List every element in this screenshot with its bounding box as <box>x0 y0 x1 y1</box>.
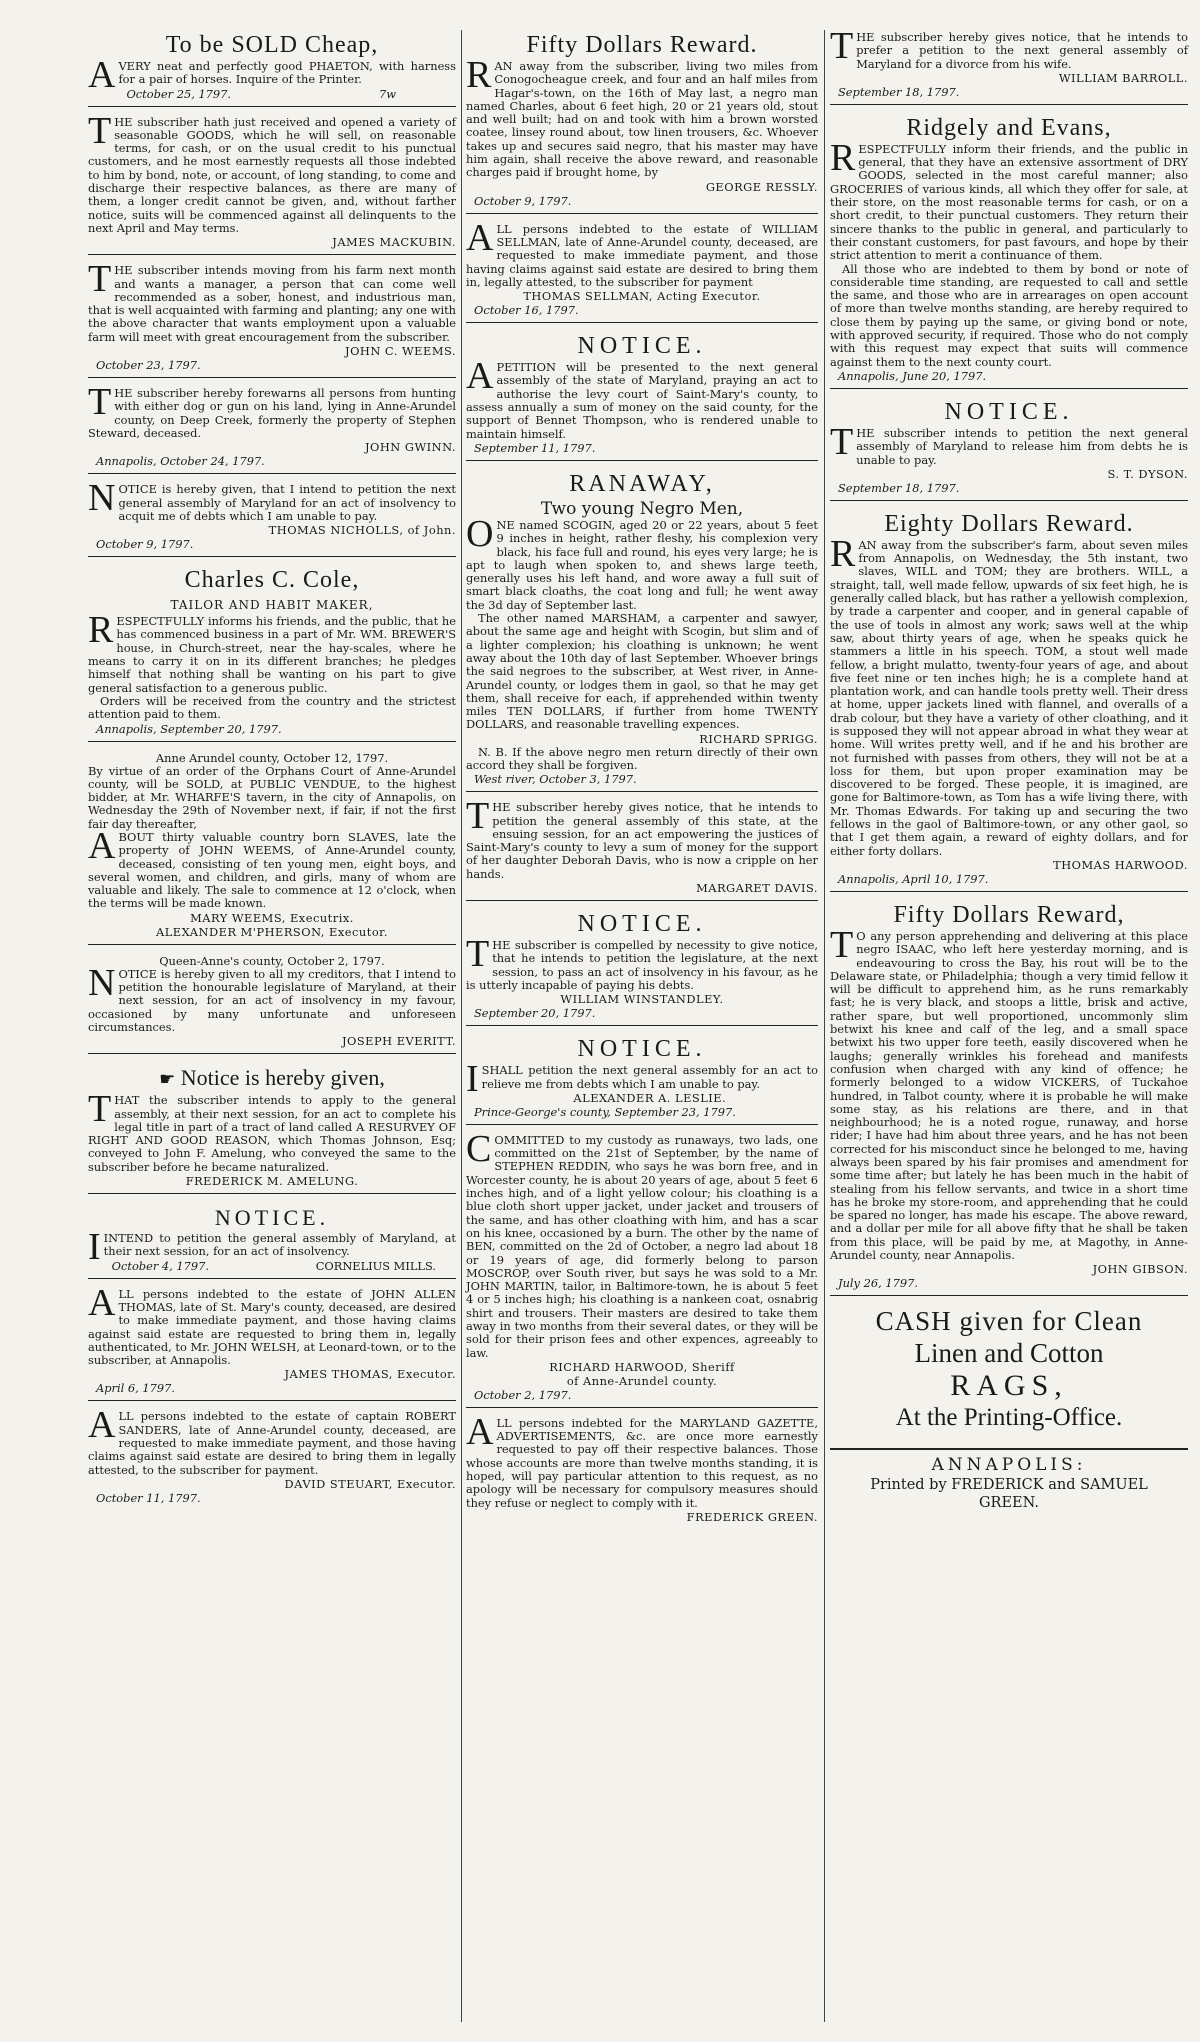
ad-date: Annapolis, June 20, 1797. <box>838 368 987 383</box>
ad-body: ONE named SCOGIN, aged 20 or 22 years, about 5 feet 9 inches in height, rather fleshy, his complexion very black, his face full and round, his eyes very large; he is apt to laugh when spoken to, and shews large teeth, generally uses his left hand, and wore away a full suit of smart black cloaths, the coat long and full; he went away the 3d day of September last. <box>466 512 818 612</box>
ad-cash-rags <box>830 1302 1188 1438</box>
ad-body: THE subscriber hereby forewarns all persons from hunting with either dog or gun on his land, lying in Anne-Arundel county, on Deep Creek, formerly the property of Stephen Steward, deceased. <box>88 381 456 440</box>
ad-date: April 6, 1797. <box>96 1381 175 1396</box>
ad-date: October 4, 1797. <box>111 1258 210 1273</box>
ad-gazette-dues <box>466 1410 818 1529</box>
ad-body: ABOUT thirty valuable country born SLAVES, late the property of JOHN WEEMS, of Anne-Arundel county, deceased, consisting of ten young men, eight boys, and several women, and children, and girls, many of whom are valuable and likely. The sale to commence at 12 o'clock, when the terms will be made known. <box>88 824 456 911</box>
cash-line-2: Linen and Cotton <box>914 1338 1104 1369</box>
ad-sprigg <box>466 467 818 792</box>
ad-date: Annapolis, September 20, 1797. <box>96 721 282 736</box>
ad-signature: GEORGE RESSLY. <box>705 179 818 194</box>
ad-body: THE subscriber is compelled by necessity to give notice, that he intends to petition the legislature, at the next session, to pass an act of insolvency in his favour, as he is utterly incapable of paying his debts. <box>466 933 818 992</box>
ad-body: RESPECTFULLY informs his friends, and the public, that he has commenced business in a part of Mr. WM. BREWER'S house, in Church-street, near the hay-scales, where he means to carry it on in its different branches; he pledges himself that nothing shall be wanting on his part to give general satisfaction to a generous public. <box>88 609 456 695</box>
ad-date: October 9, 1797. <box>474 193 572 208</box>
ad-amelung <box>88 1060 456 1194</box>
ad-body: THAT the subscriber intends to apply to the general assembly, at their next session, for an act to complete his legal title in part of a tract of land called A RESURVEY OF RIGHT AND GOOD REASON, which Thomas Johnson, Esq; conveyed to John F. Amelung, who conveyed the same to the subscriber before he became naturalized. <box>88 1088 456 1174</box>
ad-date: September 20, 1797. <box>474 1006 596 1021</box>
ad-title: NOTICE. <box>577 333 707 360</box>
ad-thompson <box>466 329 818 461</box>
ad-signature: MARY WEEMS, Executrix. <box>190 910 354 925</box>
ad-cole <box>88 563 456 741</box>
ad-sellman <box>466 216 818 323</box>
ad-gibson <box>830 898 1188 1296</box>
column-rule <box>461 30 462 2022</box>
ad-weems <box>88 258 456 378</box>
ad-signature: THOMAS SELLMAN, Acting Executor. <box>523 289 761 304</box>
ad-title: Notice is hereby given, <box>180 1065 385 1091</box>
ad-body: ALL persons indebted to the estate of WILLIAM SELLMAN, late of Anne-Arundel county, deceased, are requested to make immediate payment, and those having claims against said estate are desired to bring them in, legally attested, to the subscriber for payment <box>466 216 818 289</box>
ad-signature: JOHN GIBSON. <box>1092 1262 1188 1277</box>
ad-head: Anne Arundel county, October 12, 1797. <box>155 750 389 765</box>
imprint-city: ANNAPOLIS: <box>830 1448 1188 1476</box>
ad-harwood-reward <box>830 507 1188 892</box>
ad-body: TO any person apprehending and delivering at this place negro ISAAC, who left here yesterday morning, and is endeavouring to cross the Bay, his rout will be to the Delaware state, or Philadelphia; though a very timid fellow it will be difficult to apprehend him, as he runs remarkably fast; he is very black, and stoops a little, brisk and active, rather spare, but well proportioned, uncommonly slim betwixt his knee and calf of the leg, and a small space betwixt his two upper fore teeth, easily discovered when he laughs; generally wrinkles his forehead and manifests confusion when charged with any kind of offence; he formerly belonged to a widow VICKERS, of Tuckahoe hundred, in Talbot county, where it is probable he will make some stay, as his relations are there, and in that neighbourhood; he is a noted rogue, runaway, and horse rider; I have had him about three years, and he has not been corrected for his misconduct since he belonged to me, having always been spared by his fair promises and amendment for some time after; but lately he has been much in the habit of stealing from his fellow servants, and twice in a short time has he broke my store-room, and apprehending that he could be spared no longer, has made his escape. The above reward, and a dollar per mile for all above fifty that he shall be taken from this place, will be paid by me, at Magothy, in Anne-Arundel county, near Annapolis. <box>830 923 1188 1263</box>
ad-title: NOTICE. <box>577 911 707 938</box>
ad-thomas <box>88 1281 456 1402</box>
ad-title: Ridgely and Evans, <box>906 114 1112 141</box>
ad-signature-2: ALEXANDER M'PHERSON, Executor. <box>156 924 388 939</box>
ad-signature: JOHN C. WEEMS. <box>345 344 456 359</box>
ad-leslie <box>466 1032 818 1125</box>
ad-signature: JOHN GWINN. <box>364 440 456 455</box>
column-3 <box>830 25 1188 1512</box>
imprint <box>830 1448 1188 1512</box>
ad-signature: RICHARD HARWOOD, Sheriff <box>549 1359 735 1374</box>
ad-body: THE subscriber hath just received and opened a variety of seasonable GOODS, which he will sell, on reasonable terms, for cash, or on the usual credit to his punctual customers, and he most earnestly requests all those indebted to him by bond, note, or account, of long standing, to come and discharge their respective balances, as there are many of them, a longer credit cannot be given, and, without farther notice, suits will be commenced against all delinquents to the next April and May terms. <box>88 109 456 235</box>
cash-line-3: RAGS, <box>950 1369 1068 1403</box>
ad-body-2: The other named MARSHAM, a carpenter and sawyer, about the same age and height with Scogin, but slim and of a lighter complexion; his cloathing is unknown; he went away about the 10th day of last September. Whoever brings the said negroes to the subscriber, at West river, in Anne-Arundel county, or lodges them in gaol, so that he may get them, shall receive for each, if apprehended within twenty miles TEN DOLLARS, if further from home TWENTY DOLLARS, and reasonable travelling expences. <box>466 611 818 732</box>
ad-date: Annapolis, October 24, 1797. <box>96 454 265 469</box>
ad-everitt <box>88 951 456 1054</box>
ad-body: APETITION will be presented to the next general assembly of the state of Maryland, praying an act to authorise the levy court of Saint-Mary's county, to assess annually a sum of money on the said county, for the support of Bennet Thompson, who is rendered unable to maintain himself. <box>466 355 818 441</box>
ad-date: September 11, 1797. <box>474 440 596 455</box>
ad-date: October 2, 1797. <box>474 1387 572 1402</box>
ad-gwinn <box>88 381 456 474</box>
ad-date: October 9, 1797. <box>96 537 194 552</box>
ad-davis <box>466 795 818 901</box>
ad-title: NOTICE. <box>577 1036 707 1063</box>
ad-subtitle: Two young Negro Men, <box>540 498 744 519</box>
column-1 <box>88 28 456 1516</box>
ad-signature: ALEXANDER A. LESLIE. <box>573 1090 727 1105</box>
ad-title: Fifty Dollars Reward, <box>893 901 1125 928</box>
ad-dyson <box>830 395 1188 501</box>
ad-nicholls <box>88 477 456 557</box>
ad-date: October 16, 1797. <box>474 303 579 318</box>
ad-body: RESPECTFULLY inform their friends, and the public in general, that they have an extensive assortment of DRY GOODS, selected in the most careful manner; also GROCERIES of various kinds, all which they offer for sale, at their store, on the most reasonable terms for cash, or on a short credit, to their punctual customers. They return their sincere thanks to the public in general, and particularly to their constant customers, for past favours, and hope by their strict attention to merit a continuance of them. <box>830 136 1188 263</box>
ad-steuart <box>88 1404 456 1509</box>
ad-body-2: All those who are indebted to them by bond or note of considerable time standing, are requested to call and settle the same, and those who are in arrearages on open account of more than twelve months standing, are hereby required to close them by paying up the same, or giving bond or note, with approved security, if required. Those who do not comply with this request may expect that suits will commence against them to the next county court. <box>830 261 1188 369</box>
ad-intro: By virtue of an order of the Orphans Court of Anne-Arundel county, will be SOLD, at PUBLIC VENDUE, to the highest bidder, at Mr. WHARFE'S tavern, in the city of Annapolis, on Wednesday the 29th of November next, if fair, if not the first fair day thereafter, <box>88 763 456 831</box>
ad-mills <box>88 1200 456 1279</box>
ad-title: NOTICE. <box>944 398 1074 425</box>
ad-ridgely-evans <box>830 111 1188 389</box>
ad-signature: RICHARD SPRIGG. <box>699 731 818 746</box>
ad-body-2: Orders will be received from the country and the strictest attention paid to them. <box>88 693 456 722</box>
ad-signature: THOMAS HARWOOD. <box>1053 857 1188 872</box>
ad-date: September 18, 1797. <box>838 480 960 495</box>
ad-signature: FREDERICK M. AMELUNG. <box>185 1174 359 1189</box>
ad-date: September 18, 1797. <box>838 84 960 99</box>
ad-signature-2: of Anne-Arundel county. <box>566 1373 718 1388</box>
ad-signature: JOSEPH EVERITT. <box>341 1034 456 1049</box>
ad-head: Queen-Anne's county, October 2, 1797. <box>159 953 385 968</box>
ad-body: THE subscriber intends moving from his farm next month and wants a manager, a person that can come well recommended as a sober, honest, and industrious man, that is well acquainted with farming and planting; any one with the above character that wants employment upon a valuable farm will meet with great encouragement from the subscriber. <box>88 258 456 344</box>
cash-line-4: At the Printing-Office. <box>895 1404 1123 1432</box>
ad-body: NOTICE is hereby given, that I intend to petition the next general assembly of Maryland for an act of insolvency to acquit me of debts which I am unable to pay. <box>88 477 456 523</box>
cash-line-1: CASH given for Clean <box>875 1306 1143 1337</box>
ad-body-3: N. B. If the above negro men return directly of their own accord they shall be forgiven. <box>466 744 818 772</box>
column-rule <box>824 30 825 2022</box>
ad-title: Eighty Dollars Reward. <box>884 510 1134 537</box>
ad-date: October 25, 1797. <box>126 86 232 101</box>
ad-signature: S. T. DYSON. <box>1107 466 1188 481</box>
ad-body: RAN away from the subscriber's farm, about seven miles from Annapolis, on Wednesday, the 5th instant, two slaves, WILL and TOM; they are brothers. WILL, a straight, tall, well made fellow, upwards of six feet high, he is generally called black, but has rather a yellowish complexion, by trade a carpenter and cooper, and in general capable of the use of tools in almost any work; saws well at the whip saw, about thirty years of age, when he speaks quick he stammers a little in his speech. TOM, a stout well made fellow, a bright mulatto, twenty-four years of age, and about five feet nine or ten inches high; he is a complete hand at plantation work, and can handle tools pretty well. Their dress at home, upper jackets lined with flannel, and overalls of a drab colour, but they have a variety of other cloathing, and it is supposed they will not appear abroad in what they wear at home. Will writes pretty well, and if he and his brother are not furnished with passes from others, they will not be at a loss for them, but upon proper examination may be discovered to be forged. These people, it is imagined, are gone for Baltimore-town, as Tom has a wife living there, with Mr. Thomas Edwards. For taking up and securing the two fellows in the gaol of Baltimore-town, or any other gaol, so that I get them again, a reward of eighty dollars, and for either forty dollars. <box>830 532 1188 858</box>
ad-harwood-sheriff <box>466 1127 818 1408</box>
ad-ressly <box>466 28 818 214</box>
ad-weems-slaves <box>88 748 456 945</box>
ad-body: ISHALL petition the next general assembly for an act to relieve me from debts which I am unable to pay. <box>466 1058 818 1101</box>
ad-subtitle: TAILOR AND HABIT MAKER, <box>170 598 374 613</box>
ad-body: NOTICE is hereby given to all my creditors, that I intend to petition the honourable legislature of Maryland, at their next session, for an act of insolvency in my favour, occasioned by many unfortunate and unforeseen circumstances. <box>88 961 456 1034</box>
imprint-line: Printed by FREDERICK and SAMUEL <box>870 1477 1148 1494</box>
ad-body: RAN away from the subscriber, living two miles from Conogocheague creek, and four and an half miles from Hagar's-town, on the 16th of May last, a negro man named Charles, about 6 feet high, 20 or 21 years old, stout and well built; had on and took with him a brown worsted coatee, linsey round about, tow linen trousers, &c. Whoever takes up and secures said negro, that his master may have him again, shall receive the above reward, and reasonable charges paid if brought home, by <box>466 54 818 180</box>
ad-body: THE subscriber hereby gives notice, that he intends to prefer a petition to the next general assembly of Maryland for a divorce from his wife. <box>830 25 1188 71</box>
ad-body: THE subscriber hereby gives notice, that he intends to petition the general assembly of this state, at the ensuing session, for an act empowering the justices of Saint-Mary's county to levy a sum of money for the support of her daughter Deborah Davis, who is now a cripple on her hands. <box>466 795 818 881</box>
ad-body: AVERY neat and perfectly good PHAETON, with harness for a pair of horses. Inquire of the Printer. <box>88 54 456 96</box>
ad-signature: WILLIAM BARROLL. <box>1058 70 1188 85</box>
ad-title: NOTICE. <box>214 1205 330 1231</box>
ad-signature: THOMAS NICHOLLS, of John. <box>268 523 456 538</box>
ad-tag: 7w <box>379 86 396 101</box>
ad-signature: JAMES THOMAS, Executor. <box>284 1367 456 1382</box>
column-2 <box>466 28 818 1535</box>
ad-date: Annapolis, April 10, 1797. <box>838 871 989 886</box>
ad-date: October 11, 1797. <box>96 1490 201 1505</box>
ad-title: Charles C. Cole, <box>184 567 360 594</box>
ad-date: October 23, 1797. <box>96 358 201 373</box>
ad-phaeton <box>88 28 456 107</box>
ad-title: To be SOLD Cheap, <box>165 32 379 58</box>
ad-body: COMMITTED to my custody as runaways, two lads, one committed on the 21st of September, by the name of STEPHEN REDDIN, who says he was born free, and in Worcester county, he is about 20 years of age, about 5 feet 6 inches high, and of a light yellow colour; his cloathing is a blue cloth short upper jacket, under jacket and trousers of the same, and has other cloathing with him, and has a scar on his knee, occasioned by a burn. The other by the name of BEN, committed on the 2d of October, a negro lad about 18 or 19 years of age, did formerly belong to parson MOSCROP, over South river, but says he was sold to a Mr. JOHN MARTIN, tailor, in Baltimore-town, he is about 5 feet 4 or 5 inches high; his cloathing is a nankeen coat, osnabrig shirt and trousers. Their masters are desired to take them away in two months from their several dates, or they will be sold for their prison fees and other expences, agreeably to law. <box>466 1127 818 1360</box>
ad-signature: FREDERICK GREEN. <box>686 1509 818 1524</box>
ad-title: Fifty Dollars Reward. <box>526 32 758 58</box>
ad-body: ALL persons indebted for the MARYLAND GAZETTE, ADVERTISEMENTS, &c. are once more earnestly requested to pay off their respective balances. Those whose accounts are more than twelve months standing, it is hoped, will pay particular attention to this request, as no apology will be necessary for compulsory measures should they refuse or neglect to comply with it. <box>466 1410 818 1510</box>
imprint-line-2: GREEN. <box>978 1495 1040 1512</box>
ad-signature: JAMES MACKUBIN. <box>332 235 456 250</box>
ad-date: West river, October 3, 1797. <box>474 772 637 787</box>
ad-body: THE subscriber intends to petition the next general assembly of Maryland to release him from debts he is unable to pay. <box>830 420 1188 467</box>
ad-winstandley <box>466 907 818 1026</box>
ad-mackubin <box>88 109 456 256</box>
pointing-hand-icon: ☛ <box>159 1069 176 1090</box>
ad-signature: WILLIAM WINSTANDLEY. <box>560 992 724 1007</box>
ad-signature: DAVID STEUART, Executor. <box>284 1476 456 1491</box>
ad-signature: MARGARET DAVIS. <box>696 881 818 896</box>
ad-body: IINTEND to petition the general assembly of Maryland, at their next session, for an act of insolvency. <box>88 1226 456 1269</box>
ad-body: ALL persons indebted to the estate of captain ROBERT SANDERS, late of Anne-Arundel county, deceased, are requested to make immediate payment, and those having claims against said estate are desired to bring them in legally attested, to the subscriber for payment. <box>88 1404 456 1477</box>
ad-date: July 26, 1797. <box>838 1276 918 1291</box>
ad-signature: CORNELIUS MILLS. <box>315 1258 436 1273</box>
ad-body: ALL persons indebted to the estate of JOHN ALLEN THOMAS, late of St. Mary's county, deceased, are desired to make immediate payment, and those having claims against said estate are requested to bring them in, legally authenticated, to Mr. JOHN WELSH, at Leonard-town, or to the subscriber, at Annapolis. <box>88 1281 456 1368</box>
ad-title: RANAWAY, <box>569 470 715 497</box>
ad-date: Prince-George's county, September 23, 1797. <box>474 1104 736 1119</box>
ad-barroll <box>830 25 1188 105</box>
